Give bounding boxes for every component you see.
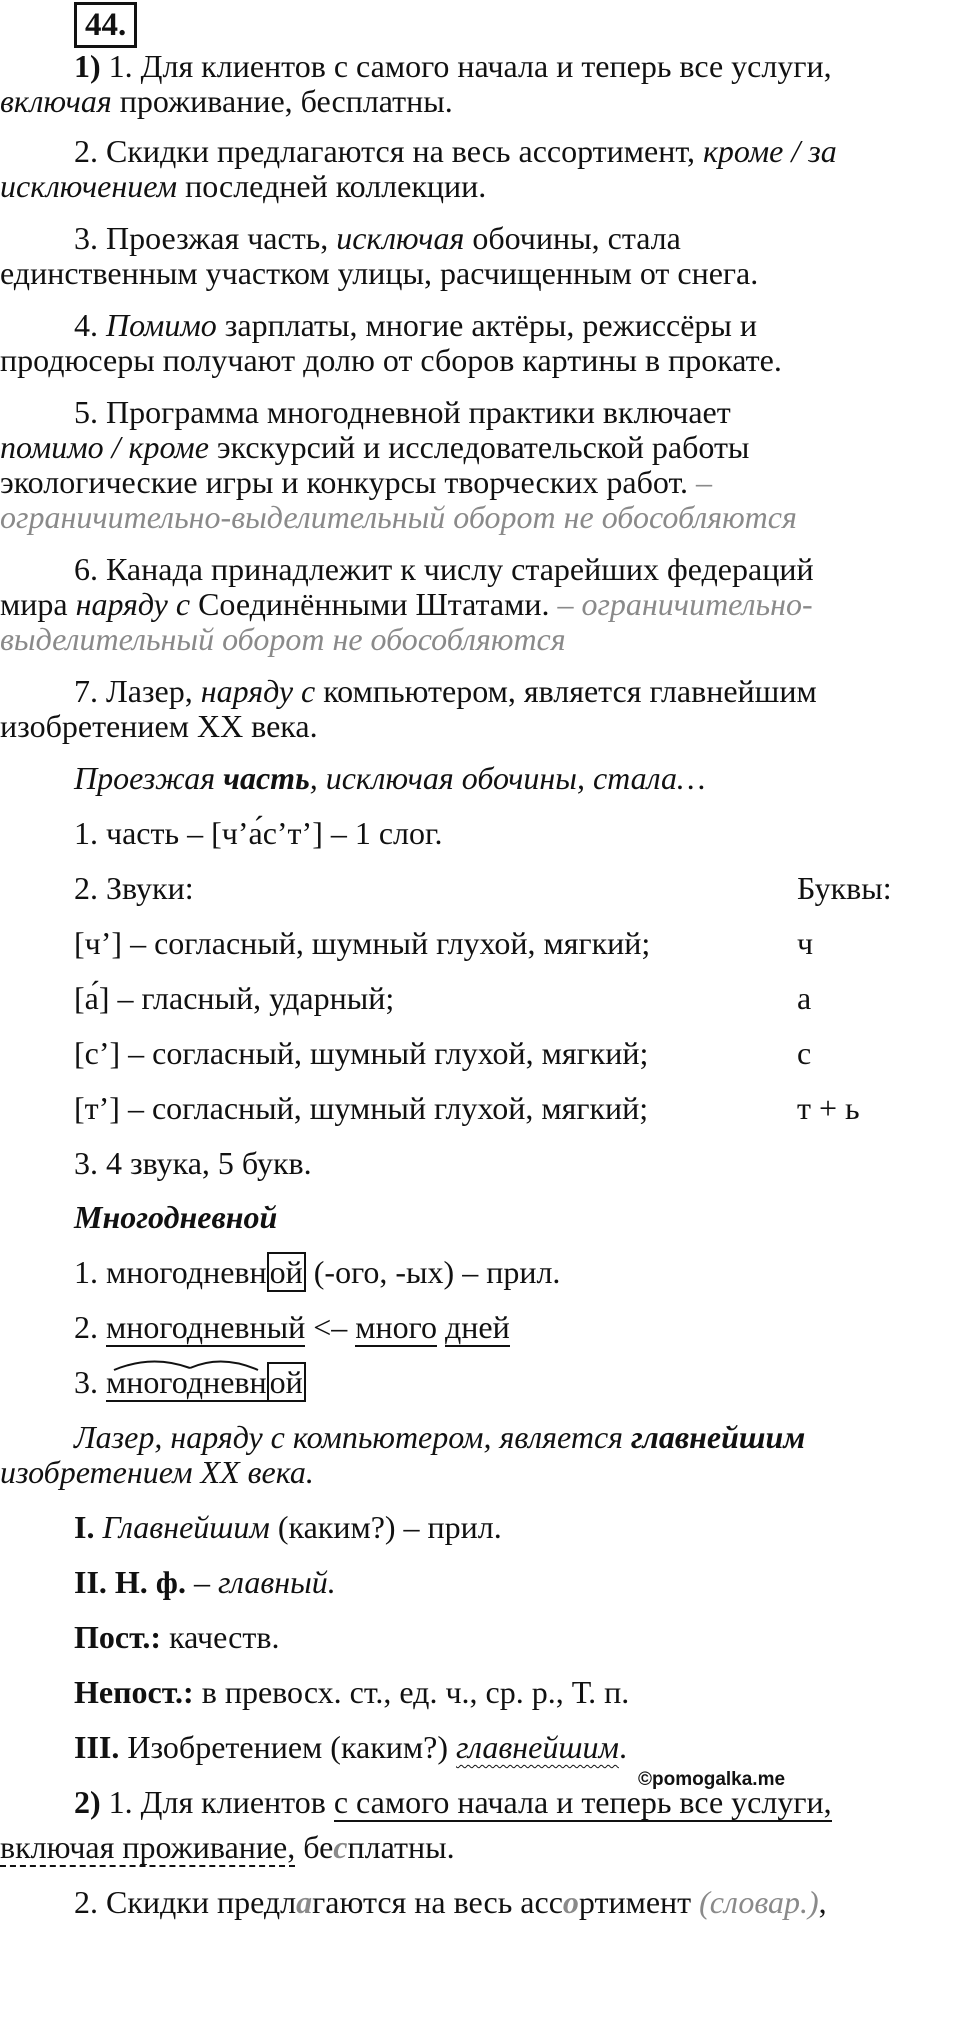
p1-s2-line1: 2. Скидки предлагаются на весь ассортимент, кроме / за — [74, 133, 837, 169]
phonetic-row-letter: а — [797, 980, 812, 1016]
p1-s2-line2: исключением последней коллекции. — [0, 168, 487, 204]
morph-sentence-line1: Лазер, наряду с компьютером, является главнейшим — [74, 1419, 806, 1455]
phonetic-row-letter: с — [797, 1035, 812, 1071]
p1-s1-line1: 1) 1. Для клиентов с самого начала и теперь все услуги, — [74, 48, 832, 84]
morph-ii: II. Н. ф. – главный. — [74, 1564, 336, 1600]
phonetic-sounds-header: 2. Звуки: — [74, 870, 194, 906]
ending-box: ой — [267, 1362, 306, 1402]
phonetic-row-letter: ч — [797, 925, 814, 961]
phonetic-row-sound: [ч’] – согласный, шумный глухой, мягкий; — [74, 925, 651, 961]
phonetic-row-letter: т + ь — [797, 1090, 860, 1126]
phonetic-row-sound: [с’] – согласный, шумный глухой, мягкий; — [74, 1035, 649, 1071]
p1-s7-line2: изобретением XX века. — [0, 708, 318, 744]
morphemic-line2: 2. многодневный <– много дней — [74, 1309, 510, 1345]
p1-s4-line2: продюсеры получают долю от сборов картины в прокате. — [0, 342, 782, 378]
base-word2: дней — [445, 1309, 510, 1345]
watermark: ©pomogalka.me — [638, 1769, 786, 1790]
p1-s7-line1: 7. Лазер, наряду с компьютером, является главнейшим — [74, 673, 817, 709]
p1-s5-line1: 5. Программа многодневной практики включает — [74, 394, 731, 430]
morphemic-line1: 1. многодневной (-ого, -ых) – прил. — [74, 1254, 561, 1290]
part2-marker: 2) — [74, 1784, 101, 1820]
word-base: многодневный — [106, 1309, 306, 1345]
phonetic-row-sound: [а́] – гласный, ударный; — [74, 980, 395, 1016]
p2-s1-line1: 2) 1. Для клиентов с самого начала и теперь все услуги, — [74, 1784, 832, 1820]
phonetic-letters-header: Буквы: — [797, 870, 892, 906]
morph-post: Пост.: качеств. — [74, 1619, 280, 1655]
p1-s3-line1: 3. Проезжая часть, исключая обочины, стала — [74, 220, 681, 256]
ending-box: ой — [267, 1252, 306, 1292]
p1-s6-line1: 6. Канада принадлежит к числу старейших федераций — [74, 551, 814, 587]
morph-iii: III. Изобретением (каким?) главнейшим. — [74, 1729, 627, 1765]
morph-nepost: Непост.: в превосх. ст., ед. ч., ср. р., Т. п. — [74, 1674, 630, 1710]
morphemic-line3: 3. многодневной — [74, 1361, 306, 1404]
phonetic-phrase: Проезжая часть, исключая обочины, стала… — [74, 760, 706, 796]
p1-s4-line1: 4. Помимо зарплаты, многие актёры, режиссёры и — [74, 307, 758, 343]
exercise-number: 44. — [74, 2, 137, 48]
part1-marker: 1) — [74, 48, 101, 84]
phonetic-summary: 3. 4 звука, 5 букв. — [74, 1145, 312, 1181]
p1-s5-line3: экологические игры и конкурсы творческих работ. – — [0, 464, 713, 500]
p1-s6-note: выделительный оборот не обособляются — [0, 621, 566, 657]
phonetic-row-sound: [т’] – согласный, шумный глухой, мягкий; — [74, 1090, 649, 1126]
morph-i: I. Главнейшим (каким?) – прил. — [74, 1509, 502, 1545]
p1-s1-line2: включая проживание, бесплатны. — [0, 83, 453, 119]
p1-s3-line2: единственным участком улицы, расчищенным от снега. — [0, 255, 759, 291]
phonetic-syllables: 1. часть – [ч’а́с’т’] – 1 слог. — [74, 815, 443, 851]
morphemic-heading: Многодневной — [74, 1199, 278, 1235]
p1-s5-line2: помимо / кроме экскурсий и исследовательской работы — [0, 429, 750, 465]
p1-s5-note: ограничительно-выделительный оборот не обособляются — [0, 499, 797, 535]
p2-s2-line1: 2. Скидки предлагаются на весь ассортимент (словар.), — [74, 1884, 827, 1920]
p1-s6-line2: мира наряду с Соединёнными Штатами. – ограничительно- — [0, 586, 813, 622]
p2-s1-line2: включая проживание, бесплатны. — [0, 1829, 455, 1865]
base-word1: много — [355, 1309, 437, 1345]
stem: многодневн — [106, 1364, 267, 1400]
morph-sentence-line2: изобретением XX века. — [0, 1454, 314, 1490]
